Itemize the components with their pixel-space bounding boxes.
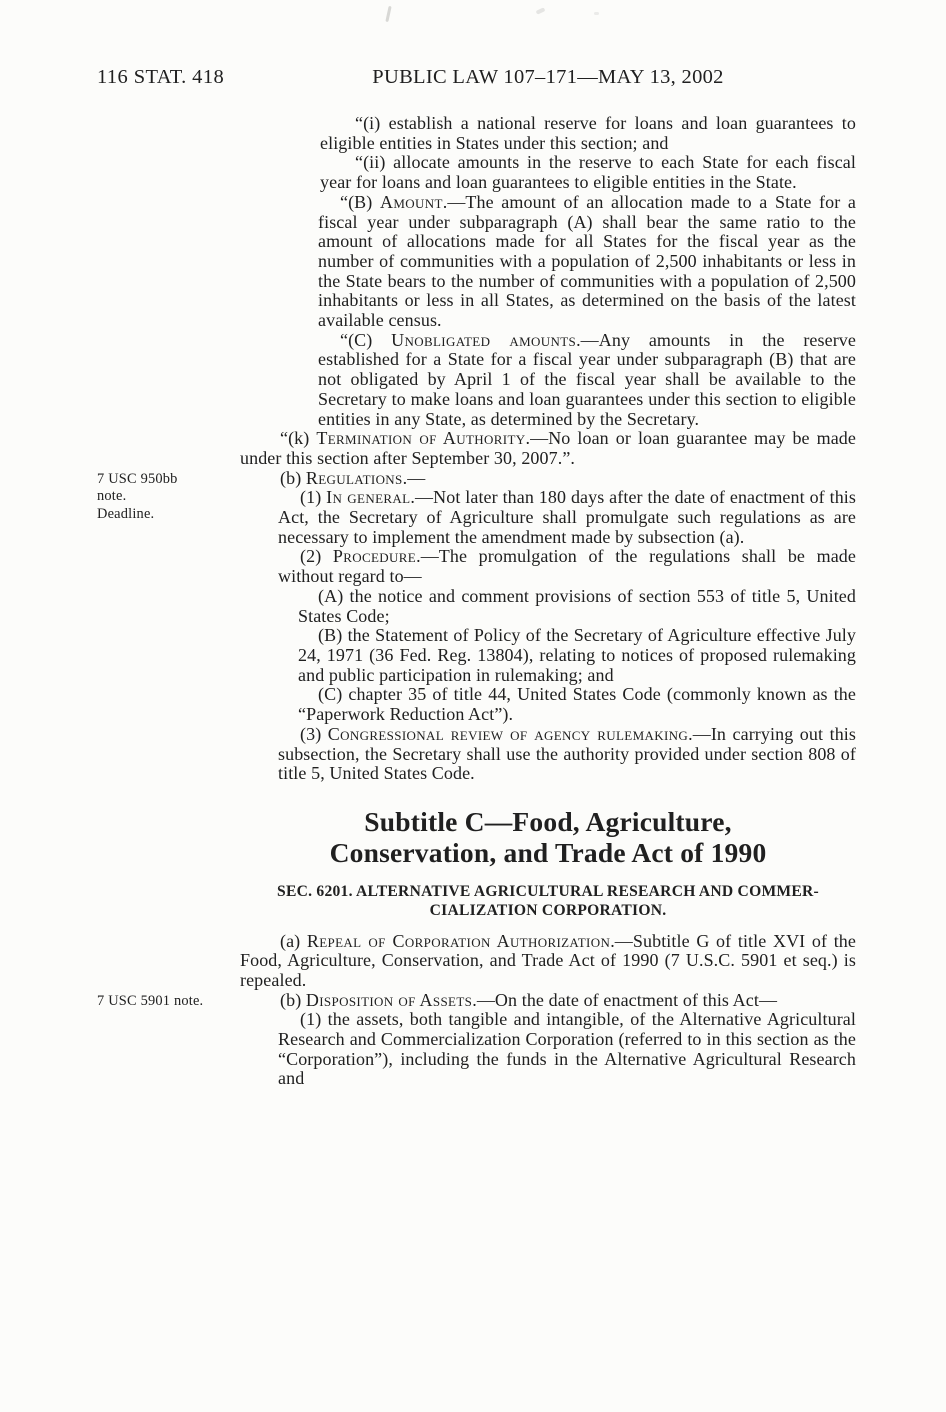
text-run: .—: [402, 467, 426, 488]
margin-note-line: Deadline.: [97, 505, 155, 522]
section-heading-line: CIALIZATION CORPORATION.: [429, 901, 667, 919]
statute-paragraph: [298, 587, 856, 626]
scan-artifact: [536, 7, 546, 14]
statute-text-bottom: [97, 930, 856, 1090]
text-run: “(i) establish a national reserve for loans and loan guarantees to eligible entities in States under this section; and: [320, 113, 856, 153]
text-run: .—No loan or loan guarantee may be made under this section after September 30, 2007.”.: [240, 428, 856, 468]
text-run: .—Not later than 180 days after the date of enactment of this Act, the Secretary of Agriculture shall promulgate such regulations as are necessary to implement the amendment made by subsection (a).: [278, 487, 857, 547]
text-run: .—In carrying out this subsection, the Secretary shall use the authority provided under section 808 of title 5, United States Code.: [278, 723, 857, 784]
body-column: [97, 113, 857, 1089]
text-run: .—The promulgation of the regulations shall be made without regard to—: [278, 546, 856, 587]
smallcaps-run: Amount: [379, 191, 443, 212]
statute-text-top: [97, 113, 857, 784]
text-run: (1): [300, 487, 327, 508]
smallcaps-run: Disposition of Assets: [305, 989, 473, 1010]
smallcaps-run: In general: [326, 487, 411, 508]
statute-paragraph: [240, 932, 856, 991]
law-title: PUBLIC LAW 107–171—MAY 13, 2002: [372, 66, 724, 88]
text-run: (a): [280, 930, 307, 951]
smallcaps-run: Procedure: [332, 546, 417, 567]
text-run: “(ii) allocate amounts in the reserve to each State for each fiscal year for loans and loan guarantees to eligible entities in the State.: [320, 152, 856, 193]
subtitle-heading: [240, 806, 856, 868]
smallcaps-run: Termination of Authority: [316, 428, 526, 449]
statute-paragraph: [318, 331, 856, 430]
text-run: (B) the Statement of Policy of the Secretary of Agriculture effective July 24, 1971 (36 Fed. Reg. 13804), relating to notices of proposed rulemaking and public participation in rulemaking; and: [298, 625, 856, 685]
statute-paragraph: [278, 1010, 856, 1089]
statute-paragraph: [318, 193, 856, 331]
margin-note-line: 7 USC 950bb: [97, 470, 178, 487]
scan-artifact: [594, 12, 599, 15]
scan-artifact: [385, 6, 391, 22]
statute-paragraph: [240, 429, 856, 468]
text-run: (b): [280, 467, 306, 488]
smallcaps-run: Unobligated amounts: [391, 329, 577, 350]
smallcaps-run: Regulations: [305, 467, 403, 488]
text-run: (b): [280, 989, 306, 1010]
margin-note: [97, 993, 235, 1011]
statute-paragraph: [298, 626, 856, 685]
text-run: (A) the notice and comment provisions of section 553 of title 5, United States Code;: [298, 585, 856, 626]
text-run: (3): [300, 723, 328, 744]
text-run: (C) chapter 35 of title 44, United States Code (commonly known as the “Paperwork Reduction Act”).: [298, 684, 856, 725]
smallcaps-run: Congressional review of agency rulemaking: [327, 723, 689, 744]
text-run: .—Any amounts in the reserve established for a State for a fiscal year under subparagraph (B) that are not obligated by April 1 of the fiscal year shall be available to the Secretary to make loans and loan guarantees under this section to eligible entities in any State, as determined by the Secretary.: [318, 329, 856, 429]
margin-note-line: 7 USC 5901 note.: [97, 992, 204, 1009]
subtitle-heading-line: Subtitle C—Food, Agriculture,: [364, 805, 732, 837]
text-run: “(C): [340, 329, 392, 350]
smallcaps-run: Repeal of Corporation Authorization: [306, 930, 611, 951]
statute-paragraph: [320, 114, 856, 153]
statute-paragraph: [320, 153, 856, 192]
text-run: .—On the date of enactment of this Act—: [472, 989, 778, 1010]
statute-paragraph: [278, 547, 856, 586]
margin-note-line: note.: [97, 488, 127, 505]
section-heading: [240, 883, 856, 921]
text-run: “(B): [340, 191, 380, 212]
margin-note: [97, 471, 235, 524]
text-run: (2): [300, 546, 333, 567]
statute-paragraph: [278, 488, 856, 547]
statute-paragraph: [298, 685, 856, 724]
text-run: .—The amount of an allocation made to a State for a fiscal year under subparagraph (A) shall bear the same ratio to the amount of allocations made for all States for the fiscal year as the number of communities with a population of 2,500 inhabitants or less in the State bears to the number of communities with a population of 2,500 inhabitants or less in all States, as determined on the basis of the latest available census.: [318, 191, 857, 331]
statute-paragraph: [97, 989, 856, 1011]
section-heading-line: SEC. 6201. ALTERNATIVE AGRICULTURAL RESEARCH AND COMMER-: [277, 882, 819, 900]
text-run: (1) the assets, both tangible and intangible, of the Alternative Agricultural Research and Commercialization Corporation (referred to in this section as the “Corporation”), including the funds in the Alternative Agricultural Research and: [278, 1009, 856, 1089]
subtitle-heading-line: Conservation, and Trade Act of 1990: [329, 836, 767, 868]
text-run: .—Subtitle G of title XVI of the Food, Agriculture, Conservation, and Trade Act of 1990 (7 U.S.C. 5901 et seq.) is repealed.: [240, 930, 856, 990]
statute-paragraph: [278, 725, 856, 784]
stat-page-number: 116 STAT. 418: [97, 66, 225, 88]
text-run: “(k): [280, 428, 317, 449]
